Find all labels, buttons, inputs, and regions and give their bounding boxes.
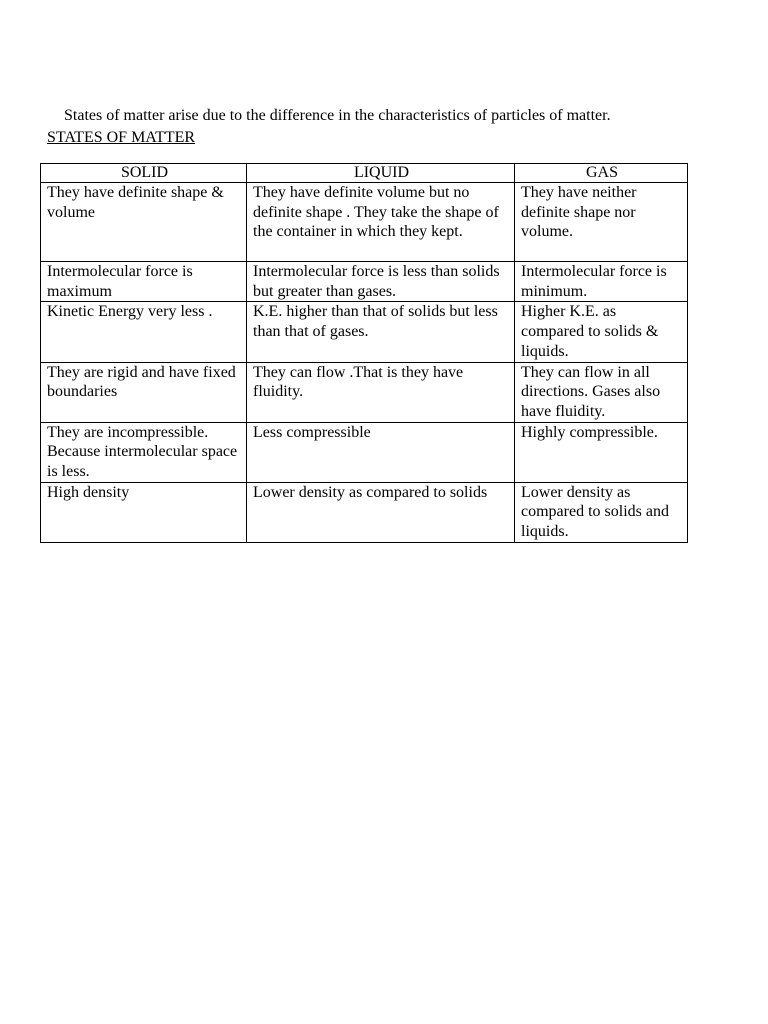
cell-solid: Intermolecular force is maximum: [41, 262, 247, 302]
header-gas: GAS: [515, 164, 688, 183]
cell-liquid: Less compressible: [247, 422, 515, 482]
cell-gas: Highly compressible.: [515, 422, 688, 482]
cell-gas: Higher K.E. as compared to solids & liquids.: [515, 302, 688, 362]
cell-liquid: K.E. higher than that of solids but less than that of gases.: [247, 302, 515, 362]
cell-liquid: Lower density as compared to solids: [247, 482, 515, 542]
cell-gas: They can flow in all directions. Gases also have fluidity.: [515, 362, 688, 422]
table-row: [41, 183, 688, 262]
header-liquid: LIQUID: [247, 164, 515, 183]
section-heading: STATES OF MATTER: [47, 129, 196, 146]
table-row: [41, 362, 688, 422]
cell-solid: They have definite shape & volume: [41, 183, 247, 262]
cell-liquid: Intermolecular force is less than solids but greater than gases.: [247, 262, 515, 302]
cell-solid: High density: [41, 482, 247, 542]
cell-gas: Intermolecular force is minimum.: [515, 262, 688, 302]
intro-paragraph: States of matter arise due to the difference in the characteristics of particles of matter.: [64, 107, 611, 124]
cell-solid: Kinetic Energy very less .: [41, 302, 247, 362]
table-row: [41, 422, 688, 482]
header-solid: SOLID: [41, 164, 247, 183]
cell-gas: Lower density as compared to solids and liquids.: [515, 482, 688, 542]
cell-liquid: They can flow .That is they have fluidity.: [247, 362, 515, 422]
table-row: [41, 302, 688, 362]
cell-gas: They have neither definite shape nor volume.: [515, 183, 688, 262]
cell-solid: They are rigid and have fixed boundaries: [41, 362, 247, 422]
cell-liquid: They have definite volume but no definite shape . They take the shape of the container in which they kept.: [247, 183, 515, 262]
cell-solid: They are incompressible. Because intermolecular space is less.: [41, 422, 247, 482]
table-header-row: [41, 164, 688, 183]
states-of-matter-table: [40, 163, 688, 543]
table-row: [41, 482, 688, 542]
table-row: [41, 262, 688, 302]
